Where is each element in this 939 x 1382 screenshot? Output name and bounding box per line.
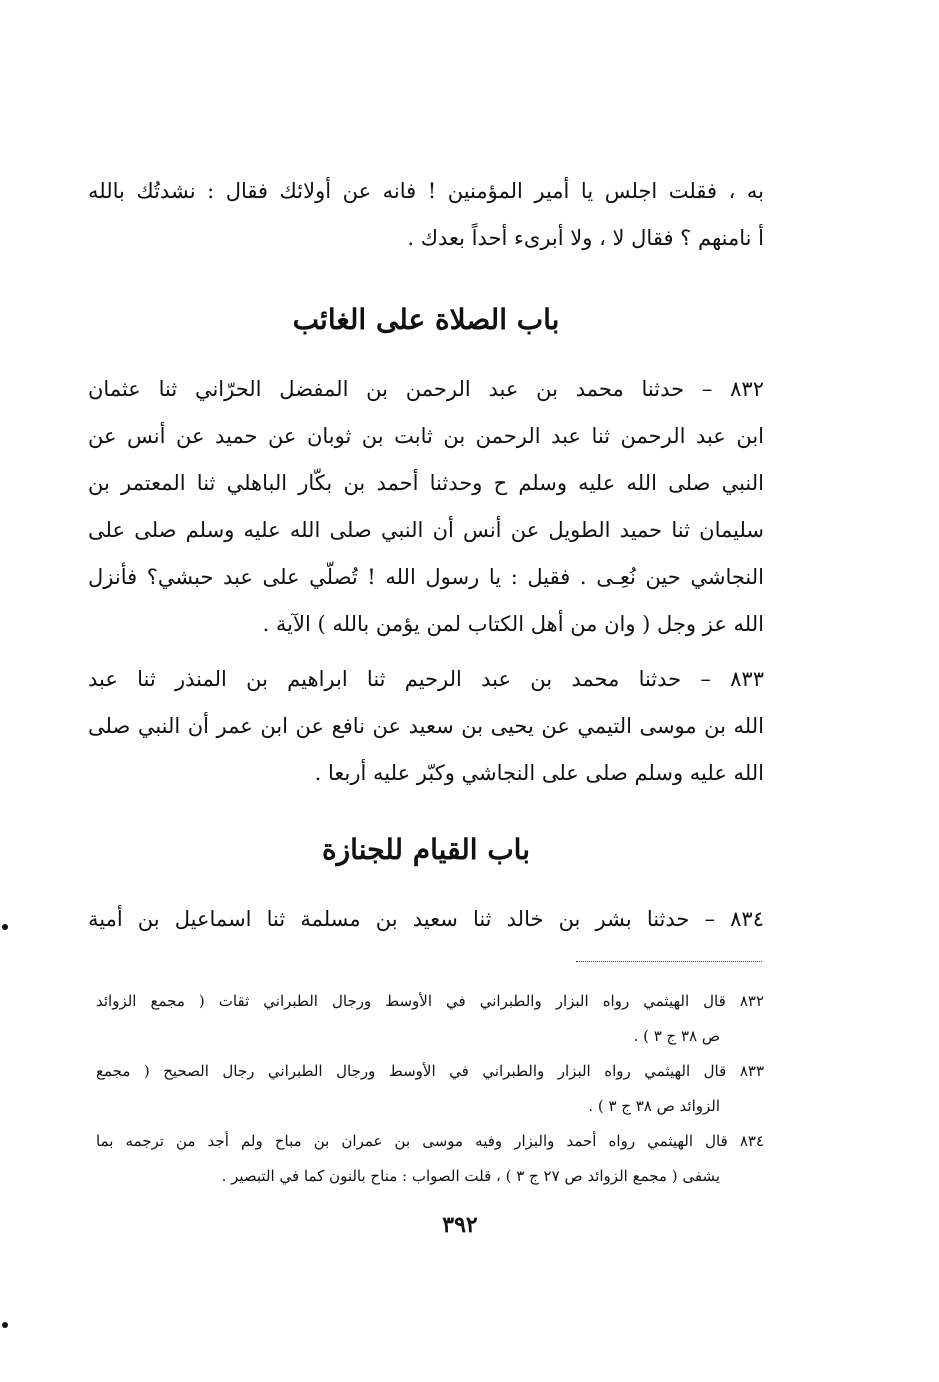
footnote-line: ٨٣٢ قال الهيثمي رواه البزار والطبراني في الأوسط ورجال الطبراني ثقات ( مجمع الزوائد [96, 992, 764, 1010]
text-line: النبي صلى الله عليه وسلم ح وحدثنا أحمد بن بكّار الباهلي ثنا المعتمر بن [88, 471, 764, 495]
text-line: سليمان ثنا حميد الطويل عن أنس أن النبي صلى الله عليه وسلم صلى على [88, 518, 764, 542]
hadith-833 [88, 656, 764, 797]
text-line: به ، فقلت اجلس يا أمير المؤمنين ! فانه عن أولائك فقال : نشدتُك بالله [88, 179, 764, 203]
text-line: الله عليه وسلم صلى على النجاشي وكبّر عليه أربعا . [314, 761, 764, 785]
text-line: ٨٣٣ – حدثنا محمد بن عبد الرحيم ثنا ابراهيم بن المنذر ثنا عبد [88, 667, 764, 691]
footnote-834 [96, 1124, 764, 1194]
text-line: ٨٣٢ – حدثنا محمد بن عبد الرحمن بن المفضل الحرّاني ثنا عثمان [88, 377, 764, 401]
section-heading-prayer-absent: باب الصلاة على الغائب [292, 303, 560, 336]
hadith-834 [88, 896, 764, 943]
scan-speck [2, 1322, 8, 1328]
text-line: أ نامنهم ؟ فقال لا ، ولا أبرىء أحداً بعدك . [407, 226, 764, 250]
page-number: ٣٩٢ [442, 1212, 478, 1238]
text-line: ٨٣٤ – حدثنا بشر بن خالد ثنا سعيد بن مسلمة ثنا اسماعيل بن أمية [88, 907, 764, 931]
section-heading-standing-funeral: باب القيام للجنازة [321, 833, 531, 866]
footnote-line: ص ٣٨ ج ٣ ) . [633, 1027, 720, 1045]
text-line: الله عز وجل ( وان من أهل الكتاب لمن يؤمن بالله ) الآية . [262, 612, 764, 636]
footnotes [96, 984, 764, 1194]
hadith-832 [88, 366, 764, 648]
footnote-line: ٨٣٤ قال الهيثمي رواه أحمد والبزار وفيه موسى بن عمران بن مباح ولم أجد من ترجمه بما [96, 1132, 764, 1150]
scan-speck [2, 924, 8, 930]
text-line: الله بن موسى التيمي عن يحيى بن سعيد عن نافع عن ابن عمر أن النبي صلى [88, 714, 764, 738]
footnote-line: يشفى ( مجمع الزوائد ص ٢٧ ج ٣ ) ، قلت الصواب : مناح بالنون كما في التبصير . [221, 1167, 720, 1185]
text-line: النجاشي حين نُعِـى . فقيل : يا رسول الله ! تُصلّي على عبد حبشي؟ فأنزل [88, 565, 764, 589]
footnote-833 [96, 1054, 764, 1124]
footnote-832 [96, 984, 764, 1054]
footnote-line: الزوائد ص ٣٨ ج ٣ ) . [588, 1097, 720, 1115]
footnote-separator [576, 961, 762, 962]
footnote-line: ٨٣٣ قال الهيثمي رواه البزار والطبراني في الأوسط ورجال الطبراني رجال الصحيح ( مجمع [96, 1062, 764, 1080]
paragraph-continuation [88, 168, 764, 262]
text-line: ابن عبد الرحمن ثنا عبد الرحمن بن ثابت بن ثوبان عن حميد عن أنس عن [88, 424, 764, 448]
